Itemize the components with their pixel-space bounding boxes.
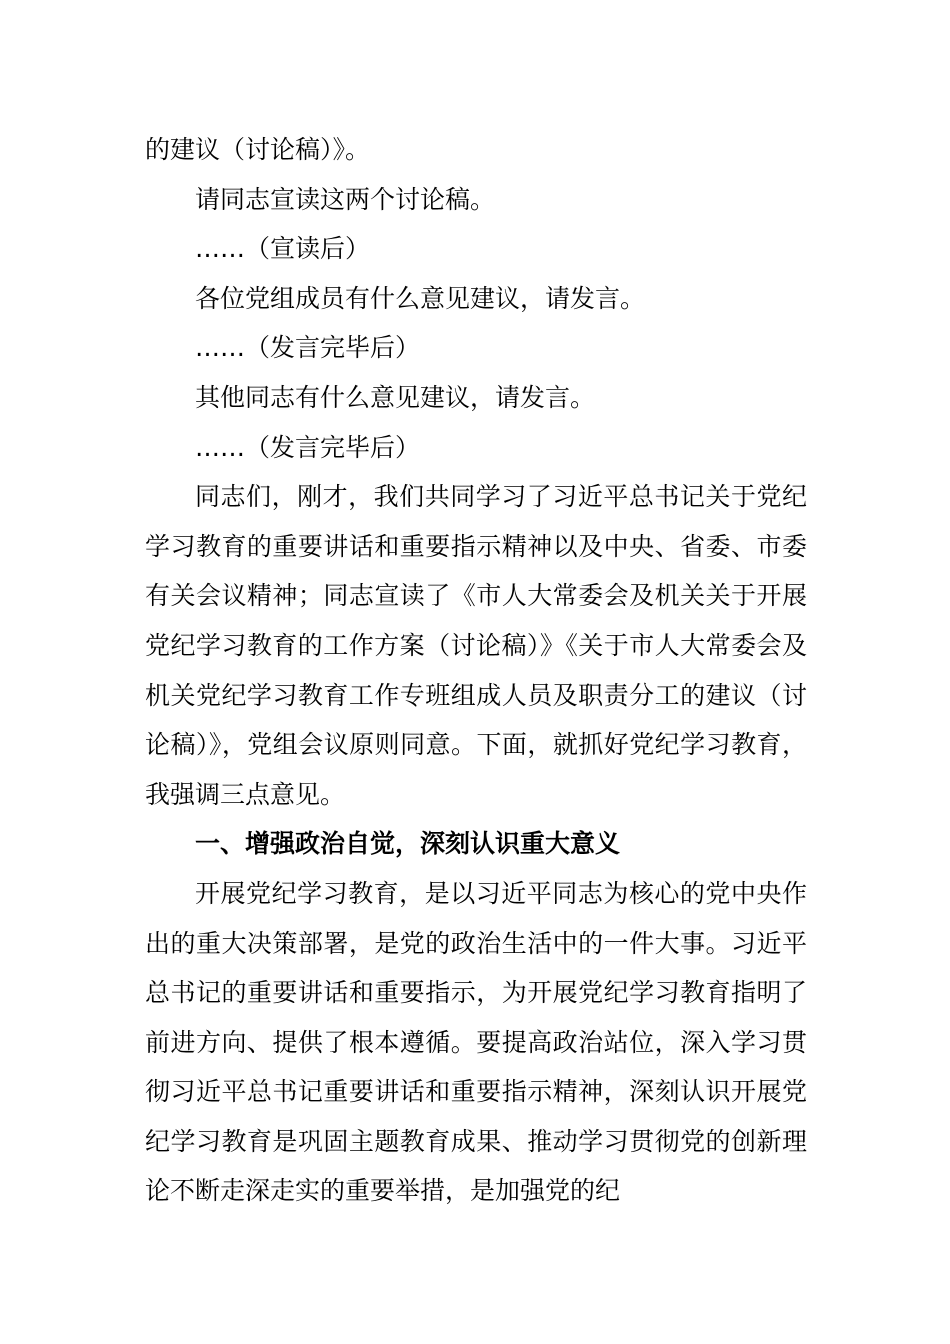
document-body — [145, 125, 807, 1216]
paragraph-after-reading: ……（宣读后） — [195, 234, 371, 264]
paragraph-read-request: 请同志宣读这两个讨论稿。 — [195, 184, 496, 214]
paragraph-party-members-comments: 各位党组成员有什么意见建议，请发言。 — [195, 283, 646, 313]
paragraph-after-speech-1: ……（发言完毕后） — [195, 333, 421, 363]
section-heading-1: 一、增强政治自觉，深刻认识重大意义 — [195, 829, 621, 859]
paragraph-summary: 同志们，刚才，我们共同学习了习近平总书记关于党纪学习教育的重要讲话和重要指示精神以及中央、省委、市委有关会议精神；同志宣读了《市人大常委会及机关关于开展党纪学习教育的工作方案（讨论稿）》《关于市人大常委会及机关党纪学习教育工作专班组成人员及职责分工的建议（讨论稿）》，党组会议原则同意。下面，就抓好党纪学习教育，我强调三点意见。 — [145, 482, 807, 809]
paragraph-other-comments: 其他同志有什么意见建议，请发言。 — [195, 382, 596, 412]
paragraph-significance: 开展党纪学习教育，是以习近平同志为核心的党中央作出的重大决策部署，是党的政治生活中的一件大事。习近平总书记的重要讲话和重要指示，为开展党纪学习教育指明了前进方向、提供了根本遵循。要提高政治站位，深入学习贯彻习近平总书记重要讲话和重要指示精神，深刻认识开展党纪学习教育是巩固主题教育成果、推动学习贯彻党的创新理论不断走深走实的重要举措，是加强党的纪 — [145, 878, 807, 1206]
paragraph-after-speech-2: ……（发言完毕后） — [195, 432, 421, 462]
paragraph-continuation: 的建议（讨论稿）》。 — [145, 135, 371, 164]
